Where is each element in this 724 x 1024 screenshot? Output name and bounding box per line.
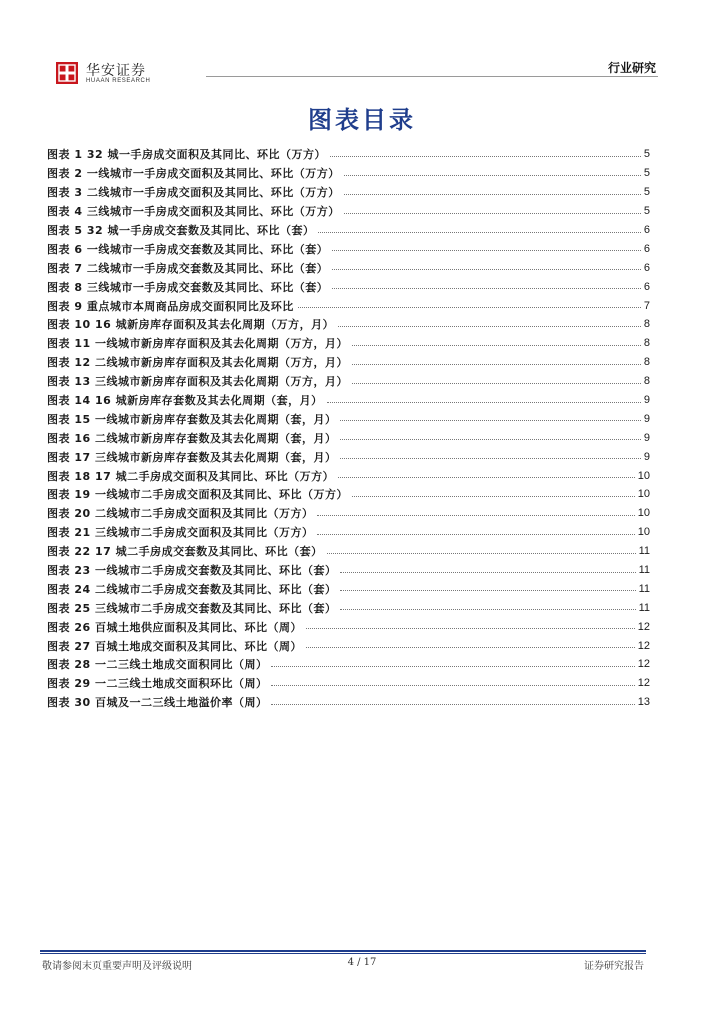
toc-entry[interactable] <box>47 466 650 485</box>
toc-entry-page: 11 <box>638 564 650 577</box>
toc-entry-page: 11 <box>638 545 650 558</box>
huaan-logo-icon <box>56 62 78 84</box>
toc-entry[interactable] <box>47 296 650 315</box>
toc-entry-label: 图表 1 32 城一手房成交面积及其同比、环比（万方） <box>47 148 326 162</box>
footer-disclaimer: 敬请参阅末页重要声明及评级说明 <box>42 961 192 972</box>
toc-entry-page: 10 <box>637 469 650 482</box>
toc-leader-dots <box>298 307 641 308</box>
toc-entry-page: 11 <box>638 601 650 614</box>
toc-entry-label: 图表 15 一线城市新房库存套数及其去化周期（套，月） <box>47 412 337 426</box>
toc-entry[interactable] <box>47 202 650 221</box>
toc-entry-label: 图表 29 一二三线土地成交面积环比（周） <box>47 677 268 691</box>
footer-divider-thin <box>40 953 646 954</box>
page-number: 4 / 17 <box>347 957 377 968</box>
toc-entry[interactable] <box>47 428 650 447</box>
toc-entry-label: 图表 2 一线城市一手房成交面积及其同比、环比（万方） <box>47 167 340 181</box>
toc-entry[interactable] <box>47 315 650 334</box>
toc-entry[interactable] <box>47 239 650 258</box>
toc-entry[interactable] <box>47 447 650 466</box>
toc-leader-dots <box>352 496 635 497</box>
toc-entry-page: 7 <box>643 299 650 312</box>
toc-leader-dots <box>344 194 641 195</box>
toc-entry[interactable] <box>47 655 650 674</box>
toc-leader-dots <box>338 326 641 327</box>
toc-leader-dots <box>306 647 635 648</box>
toc-leader-dots <box>271 666 634 667</box>
toc-entry-label: 图表 12 二线城市新房库存面积及其去化周期（万方，月） <box>47 356 348 370</box>
toc-entry-label: 图表 24 二线城市二手房成交套数及其同比、环比（套） <box>47 582 337 596</box>
toc-leader-dots <box>352 345 641 346</box>
toc-entry-page: 6 <box>643 242 650 255</box>
toc-entry-label: 图表 9 重点城市本周商品房成交面积同比及环比 <box>47 299 294 313</box>
toc-entry-label: 图表 22 17 城二手房成交套数及其同比、环比（套） <box>47 545 323 559</box>
toc-entry-label: 图表 27 百城土地成交面积及其同比、环比（周） <box>47 639 302 653</box>
toc-entry-page: 8 <box>643 356 650 369</box>
toc-leader-dots <box>340 590 635 591</box>
toc-leader-dots <box>338 477 635 478</box>
toc-entry-page: 9 <box>643 394 650 407</box>
toc-entry-label: 图表 10 16 城新房库存面积及其去化周期（万方，月） <box>47 318 335 332</box>
toc-entry-label: 图表 14 16 城新房库存套数及其去化周期（套，月） <box>47 394 323 408</box>
toc-entry-label: 图表 17 三线城市新房库存套数及其去化周期（套，月） <box>47 450 337 464</box>
toc-entry[interactable] <box>47 561 650 580</box>
toc-entry[interactable] <box>47 523 650 542</box>
toc-entry-page: 6 <box>643 261 650 274</box>
toc-entry[interactable] <box>47 617 650 636</box>
toc-entry[interactable] <box>47 636 650 655</box>
toc-leader-dots <box>327 402 641 403</box>
toc-entry[interactable] <box>47 221 650 240</box>
toc-entry-label: 图表 13 三线城市新房库存面积及其去化周期（万方，月） <box>47 375 348 389</box>
toc-entry-page: 9 <box>643 431 650 444</box>
toc-entry[interactable] <box>47 334 650 353</box>
header-divider <box>206 76 658 77</box>
toc-entry[interactable] <box>47 145 650 164</box>
toc-leader-dots <box>340 609 635 610</box>
toc-entry[interactable] <box>47 674 650 693</box>
toc-entry[interactable] <box>47 579 650 598</box>
toc-leader-dots <box>352 364 641 365</box>
toc-leader-dots <box>332 269 641 270</box>
toc-entry-label: 图表 8 三线城市一手房成交套数及其同比、环比（套） <box>47 280 329 294</box>
toc-entry-label: 图表 11 一线城市新房库存面积及其去化周期（万方，月） <box>47 337 348 351</box>
toc-leader-dots <box>344 213 641 214</box>
toc-leader-dots <box>271 704 634 705</box>
toc-entry[interactable] <box>47 391 650 410</box>
toc-entry-label: 图表 30 百城及一二三线土地溢价率（周） <box>47 696 268 710</box>
toc-entry-page: 8 <box>643 318 650 331</box>
toc-entry-label: 图表 6 一线城市一手房成交套数及其同比、环比（套） <box>47 242 329 256</box>
toc-entry-label: 图表 7 二线城市一手房成交套数及其同比、环比（套） <box>47 261 329 275</box>
toc-leader-dots <box>330 156 641 157</box>
toc-entry-label: 图表 28 一二三线土地成交面积同比（周） <box>47 658 268 672</box>
toc-leader-dots <box>340 572 635 573</box>
toc-entry-page: 5 <box>643 205 650 218</box>
toc-entry[interactable] <box>47 598 650 617</box>
toc-leader-dots <box>317 534 634 535</box>
toc-leader-dots <box>332 250 641 251</box>
toc-entry-page: 5 <box>643 167 650 180</box>
toc-leader-dots <box>352 383 641 384</box>
toc-entry-page: 9 <box>643 412 650 425</box>
toc-entry-label: 图表 26 百城土地供应面积及其同比、环比（周） <box>47 620 302 634</box>
toc-entry[interactable] <box>47 183 650 202</box>
toc-entry-page: 5 <box>643 186 650 199</box>
toc-entry-page: 5 <box>643 148 650 161</box>
toc-entry-page: 6 <box>643 280 650 293</box>
toc-leader-dots <box>332 288 641 289</box>
toc-entry-label: 图表 19 一线城市二手房成交面积及其同比、环比（万方） <box>47 488 348 502</box>
page-header <box>54 60 658 90</box>
footer-divider-thick <box>40 950 646 952</box>
page-title: 图表目录 <box>308 106 416 134</box>
footer-report-type: 证券研究报告 <box>584 961 644 972</box>
toc-leader-dots <box>327 553 636 554</box>
toc-entry[interactable] <box>47 164 650 183</box>
toc-entry[interactable] <box>47 372 650 391</box>
toc-entry[interactable] <box>47 409 650 428</box>
toc-leader-dots <box>271 685 634 686</box>
toc-entry[interactable] <box>47 693 650 712</box>
toc-leader-dots <box>318 232 640 233</box>
toc-leader-dots <box>340 420 640 421</box>
toc-entry-page: 10 <box>637 507 650 520</box>
toc-entry-label: 图表 21 三线城市二手房成交面积及其同比（万方） <box>47 526 314 540</box>
toc-entry[interactable] <box>47 353 650 372</box>
toc-entry-label: 图表 18 17 城二手房成交面积及其同比、环比（万方） <box>47 469 335 483</box>
toc-entry-page: 12 <box>637 677 650 690</box>
toc-entry-label: 图表 16 二线城市新房库存套数及其去化周期（套，月） <box>47 431 337 445</box>
toc-entry-page: 11 <box>638 582 650 595</box>
toc-entry-page: 12 <box>637 658 650 671</box>
toc-entry-label: 图表 3 二线城市一手房成交面积及其同比、环比（万方） <box>47 186 340 200</box>
table-of-figures <box>47 145 650 712</box>
toc-entry[interactable] <box>47 504 650 523</box>
toc-entry-label: 图表 5 32 城一手房成交套数及其同比、环比（套） <box>47 224 315 237</box>
toc-entry-label: 图表 4 三线城市一手房成交面积及其同比、环比（万方） <box>47 205 340 219</box>
toc-leader-dots <box>317 515 634 516</box>
toc-entry-page: 12 <box>637 620 650 633</box>
toc-entry-label: 图表 25 三线城市二手房成交套数及其同比、环比（套） <box>47 601 337 615</box>
brand-name: 华安证券 <box>86 63 146 79</box>
toc-leader-dots <box>306 628 635 629</box>
toc-entry[interactable] <box>47 542 650 561</box>
toc-entry-label: 图表 20 二线城市二手房成交面积及其同比（万方） <box>47 507 314 521</box>
toc-entry-page: 13 <box>637 696 650 709</box>
toc-entry[interactable] <box>47 258 650 277</box>
toc-entry[interactable] <box>47 485 650 504</box>
report-section: 行业研究 <box>607 61 656 75</box>
toc-leader-dots <box>344 175 641 176</box>
toc-entry-page: 8 <box>643 375 650 388</box>
toc-leader-dots <box>340 439 640 440</box>
toc-entry-page: 8 <box>643 337 650 350</box>
toc-entry-page: 10 <box>637 526 650 539</box>
toc-entry-label: 图表 23 一线城市二手房成交套数及其同比、环比（套） <box>47 564 337 578</box>
toc-entry[interactable] <box>47 277 650 296</box>
brand-english: HUAAN RESEARCH <box>86 78 151 84</box>
toc-entry-page: 9 <box>643 450 650 463</box>
toc-entry-page: 10 <box>637 488 650 501</box>
toc-leader-dots <box>340 458 640 459</box>
toc-entry-page: 12 <box>637 639 650 652</box>
toc-entry-page: 6 <box>643 224 650 236</box>
